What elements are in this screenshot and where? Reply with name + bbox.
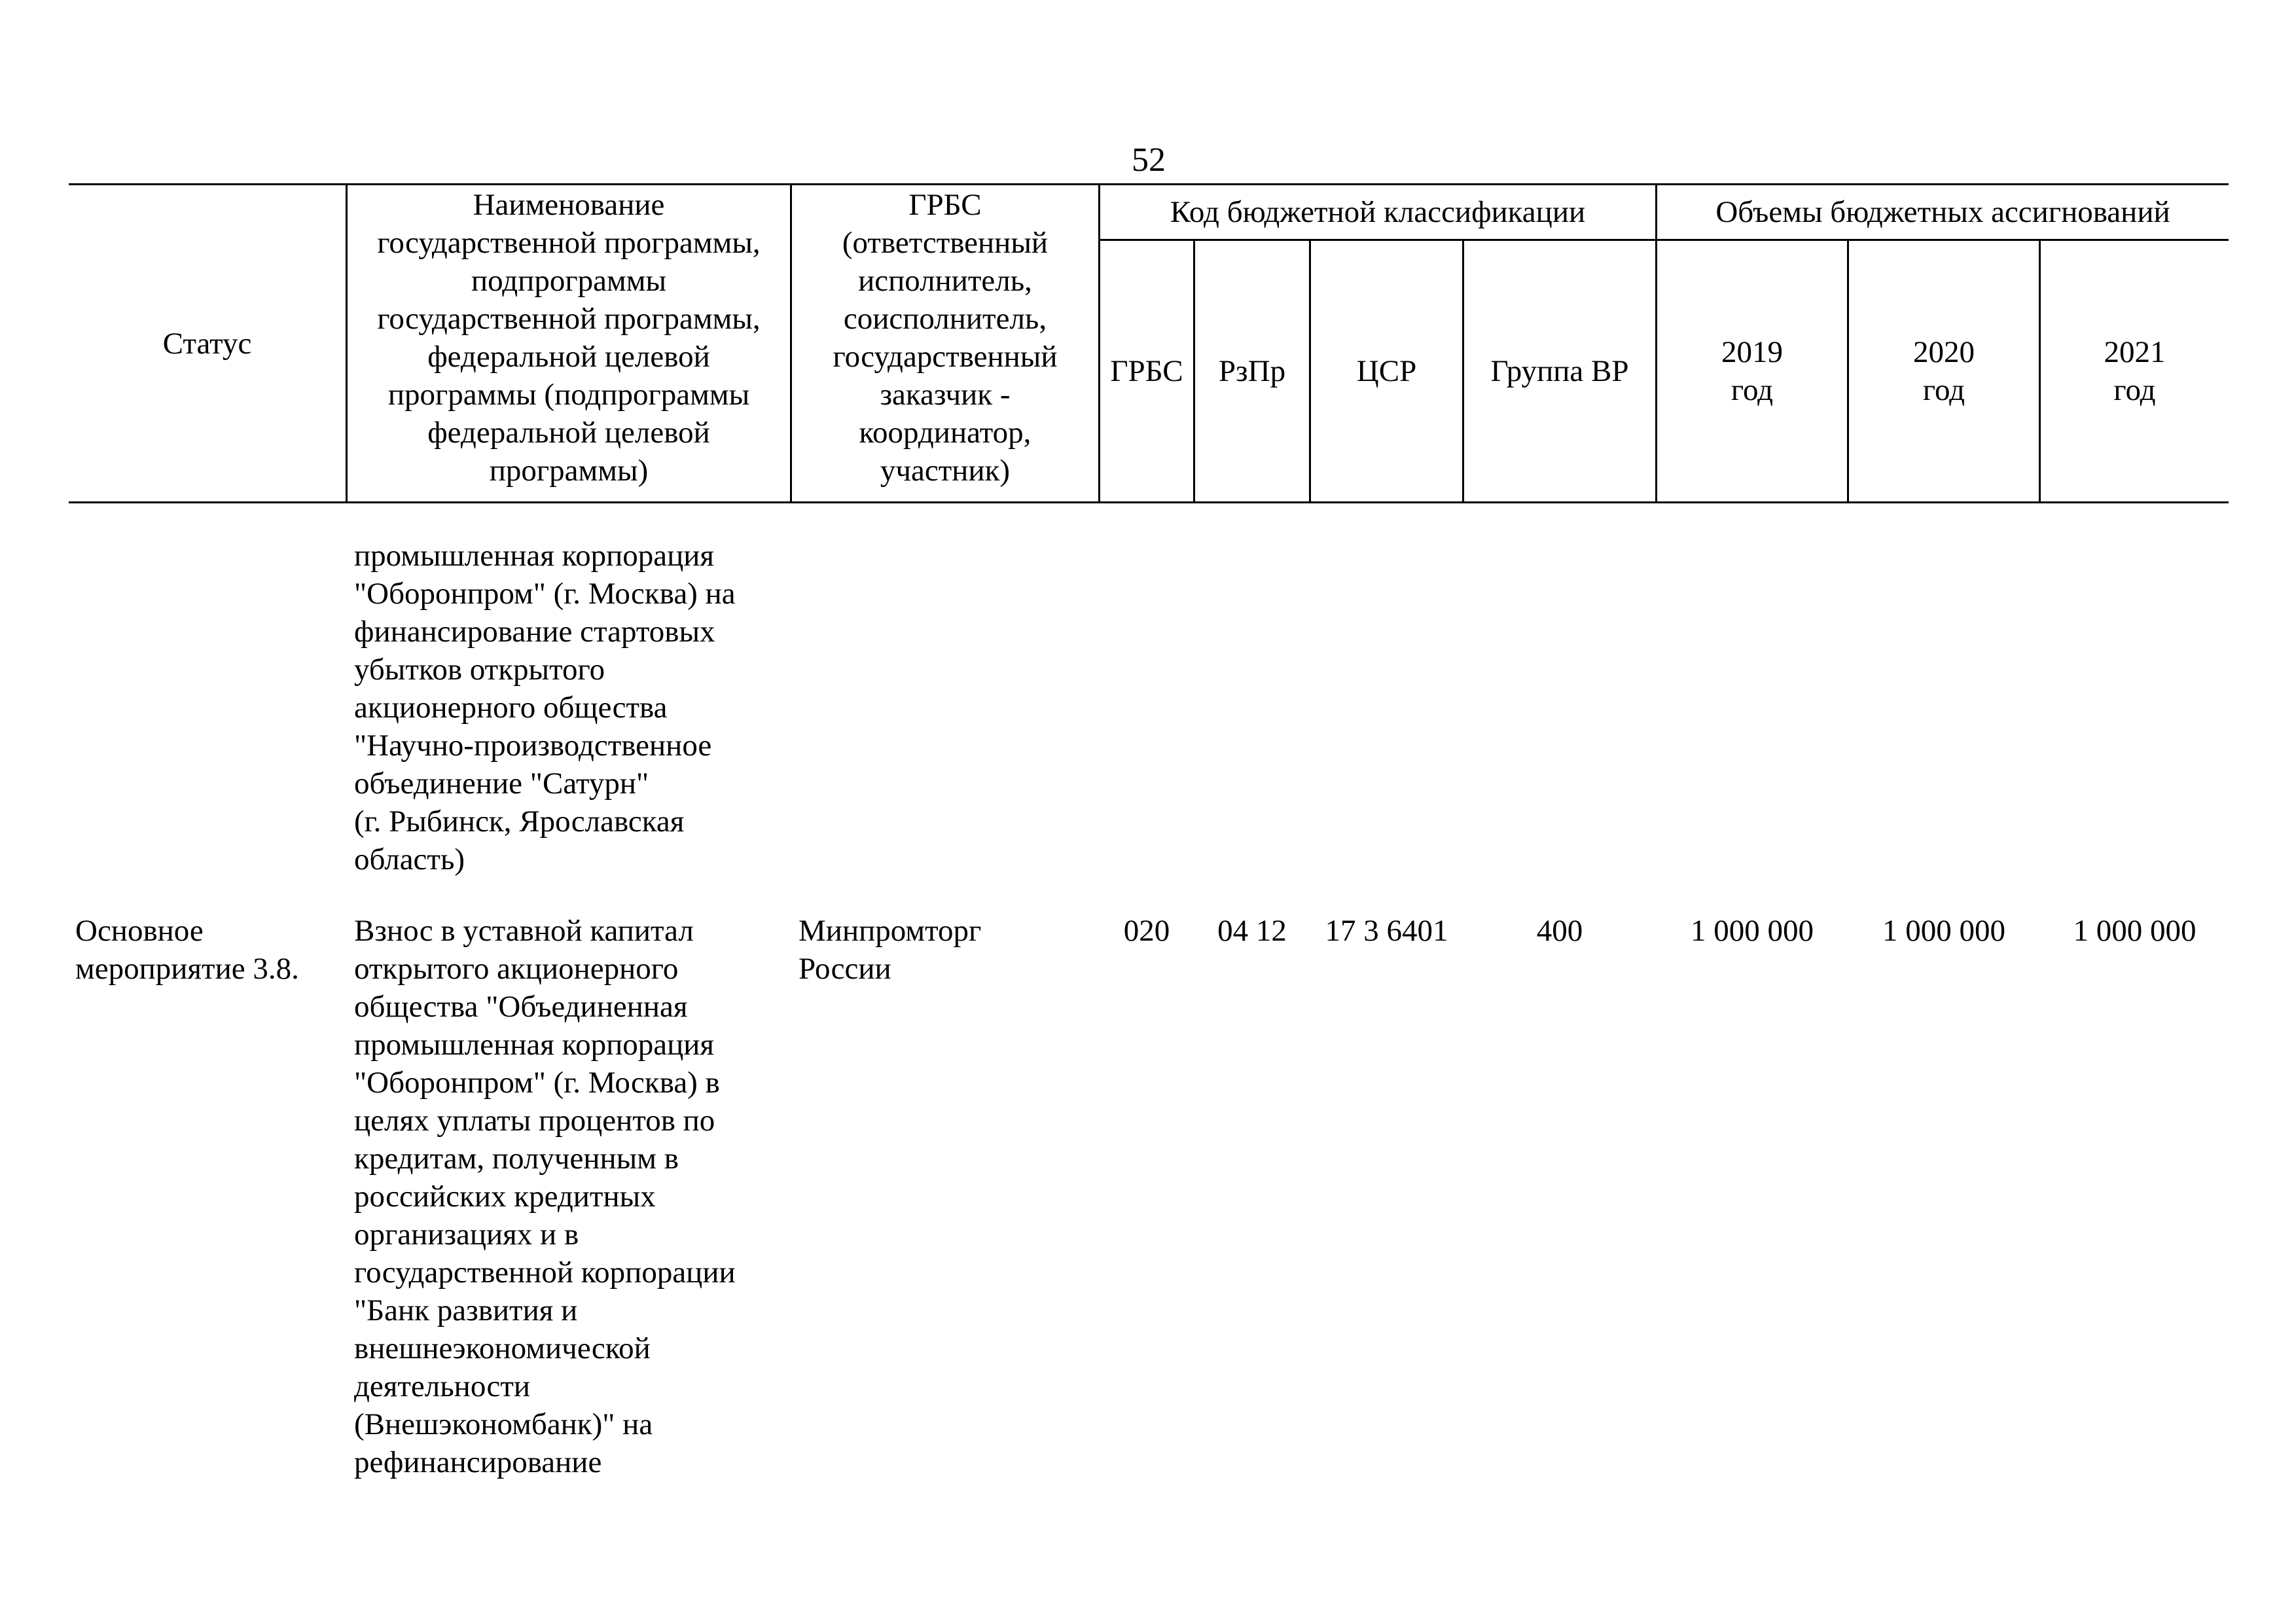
row-status [75, 912, 299, 988]
text-line: (г. Рыбинск, Ярославская [354, 804, 685, 839]
row-amount-2020: 1 000 000 [1882, 914, 2005, 948]
header-name-line: подпрограммы [471, 264, 667, 298]
year-label: 2020 [1913, 335, 1975, 369]
text-line: организациях и в [354, 1218, 579, 1252]
subheader-csr: ЦСР [1356, 354, 1417, 388]
header-grbs-line: ГРБС [908, 188, 982, 222]
text-line: внешнеэкономической [354, 1331, 651, 1365]
header-allocations: Объемы бюджетных ассигнований [1715, 195, 2170, 229]
text-line: деятельности [354, 1369, 531, 1403]
year-word: год [1731, 373, 1774, 407]
row-code-csr: 17 3 6401 [1325, 914, 1448, 948]
text-line: "Оборонпром" (г. Москва) в [354, 1066, 720, 1100]
subheader-year-2020 [1849, 241, 2039, 501]
subheader-year-2021 [2041, 241, 2229, 501]
header-name [348, 186, 790, 501]
row-code-rzpr: 04 12 [1217, 914, 1287, 948]
header-grbs [792, 186, 1098, 501]
text-line: мероприятие 3.8. [75, 952, 299, 986]
header-grbs-line: исполнитель, [858, 264, 1032, 298]
header-budget-code: Код бюджетной классификации [1170, 195, 1586, 229]
text-line: открытого акционерного [354, 952, 679, 986]
text-line: промышленная корпорация [354, 1028, 715, 1062]
text-line: убытков открытого [354, 653, 605, 687]
year-label: 2021 [2104, 335, 2166, 369]
subheader-grbs: ГРБС [1110, 354, 1183, 388]
header-bottom-border [69, 501, 2229, 503]
header-name-line: программы (подпрограммы [387, 378, 750, 412]
continuation-text [354, 537, 736, 878]
row-code-grbs: 020 [1123, 914, 1170, 948]
row-amount-2019: 1 000 000 [1691, 914, 1814, 948]
header-grbs-line: соисполнитель, [843, 302, 1047, 336]
text-line: область) [354, 842, 465, 876]
subheader-group-vr: Группа ВР [1490, 354, 1629, 388]
text-line: кредитам, полученным в [354, 1142, 679, 1176]
text-line: России [798, 952, 891, 986]
row-amount-2021: 1 000 000 [2073, 914, 2197, 948]
header-grbs-line: государственный [833, 340, 1058, 374]
text-line: "Банк развития и [354, 1293, 578, 1327]
year-word: год [1922, 373, 1965, 407]
header-grbs-line: участник) [880, 454, 1011, 488]
text-line: общества "Объединенная [354, 990, 688, 1024]
year-label: 2019 [1721, 335, 1783, 369]
header-name-line: федеральной целевой [427, 340, 710, 374]
header-name-line: государственной программы, [377, 302, 761, 336]
header-name-line: федеральной целевой [427, 416, 710, 450]
text-line: промышленная корпорация [354, 539, 715, 573]
header-name-line: программы) [489, 454, 649, 488]
text-line: акционерного общества [354, 691, 668, 725]
text-line: "Научно-производственное [354, 729, 712, 763]
text-line: Минпромторг [798, 914, 982, 948]
year-word: год [2113, 373, 2156, 407]
row-name [354, 912, 736, 1481]
text-line: российских кредитных [354, 1180, 656, 1214]
row-grbs [798, 912, 981, 988]
header-name-line: государственной программы, [377, 226, 761, 260]
header-status: Статус [162, 326, 252, 361]
subheader-year-2019 [1657, 241, 1847, 501]
text-line: Взнос в уставной капитал [354, 914, 694, 948]
text-line: финансирование стартовых [354, 615, 715, 649]
header-grbs-line: (ответственный [842, 226, 1049, 260]
text-line: целях уплаты процентов по [354, 1104, 715, 1138]
subheader-rzpr: РзПр [1218, 354, 1286, 388]
text-line: государственной корпорации [354, 1255, 736, 1290]
header-grbs-line: заказчик - [880, 378, 1011, 412]
header-grbs-line: координатор, [859, 416, 1031, 450]
row-code-vr: 400 [1536, 914, 1583, 948]
text-line: "Оборонпром" (г. Москва) на [354, 577, 736, 611]
text-line: (Внешэкономбанк)" на [354, 1407, 653, 1441]
header-name-line: Наименование [473, 188, 665, 222]
page-number: 52 [1132, 141, 1166, 179]
text-line: объединение "Сатурн" [354, 767, 649, 801]
text-line: Основное [75, 914, 204, 948]
text-line: рефинансирование [354, 1445, 602, 1479]
